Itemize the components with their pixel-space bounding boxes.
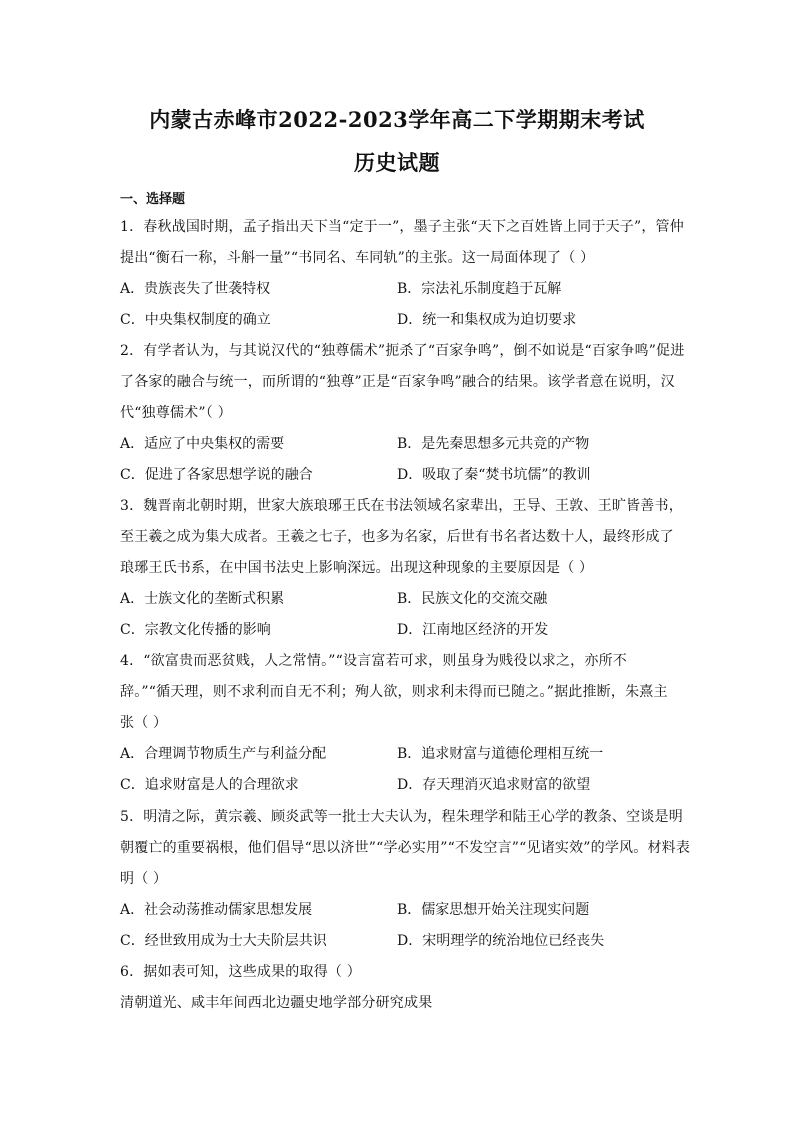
question-3-line-1: 3．魏晋南北朝时期，世家大族琅琊王氏在书法领域名家辈出，王导、王敦、王旷皆善书， (120, 498, 683, 514)
page-subtitle: 历史试题 (354, 150, 440, 175)
table-caption: 清朝道光、咸丰年间西北边疆史地学部分研究成果 (120, 995, 433, 1011)
question-2-option-d: D．吸取了秦“焚书坑儒”的教训 (397, 467, 591, 483)
question-5-option-a: A．社会动荡推动儒家思想发展 (120, 902, 313, 918)
question-3-line-3: 琅琊王氏书系，在中国书法史上影响深远。出现这种现象的主要原因是（ ） (120, 560, 594, 576)
question-5-line-2: 朝覆亡的重要祸根，他们倡导“思以济世”“学必实用”“不发空言”“见诸实效”的学风。材料表 (120, 840, 691, 856)
question-4-line-1: 4．“欲富贵而恶贫贱，人之常情。”“设言富若可求，则虽身为贱役以求之，亦所不 (120, 653, 627, 669)
question-3-line-2: 至王羲之成为集大成者。王羲之七子，也多为名家，后世有书名者达数十人，最终形成了 (120, 529, 674, 545)
page-title: 内蒙古赤峰市2022-2023学年高二下学期期末考试 (149, 107, 645, 132)
question-4-line-3: 张（ ） (120, 715, 168, 731)
question-4-option-a: A．合理调节物质生产与利益分配 (120, 746, 327, 762)
question-5-line-3: 明（ ） (120, 871, 168, 887)
question-4-line-2: 辞。”“循天理，则不求利而自无不利；殉人欲，则求利未得而已随之。”据此推断，朱熹主 (120, 684, 668, 700)
question-2-option-b: B．是先秦思想多元共竞的产物 (397, 436, 590, 452)
question-1-option-a: A．贵族丧失了世袭特权 (120, 281, 271, 297)
question-5-option-c: C．经世致用成为士大夫阶层共识 (120, 933, 327, 949)
question-2-option-a: A．适应了中央集权的需要 (120, 436, 285, 452)
section-label: 一、选择题 (120, 192, 186, 207)
question-1-line-2: 提出“衡石一称，斗斛一量”“书同名、车同轨”的主张。这一局面体现了（ ） (120, 250, 595, 266)
question-6-line-1: 6．据如表可知，这些成果的取得（ ） (120, 964, 361, 980)
question-1-option-d: D．统一和集权成为迫切要求 (397, 312, 577, 328)
question-1-option-b: B．宗法礼乐制度趋于瓦解 (397, 281, 562, 297)
question-3-option-d: D．江南地区经济的开发 (397, 622, 549, 638)
question-5-option-b: B．儒家思想开始关注现实问题 (397, 902, 590, 918)
question-2-line-3: 代“独尊儒术”（ ） (120, 405, 232, 421)
question-2-option-c: C．促进了各家思想学说的融合 (120, 467, 313, 483)
question-4-option-c: C．追求财富是人的合理欲求 (120, 777, 299, 793)
question-5-option-d: D．宋明理学的统治地位已经丧失 (397, 933, 605, 949)
question-1-option-c: C．中央集权制度的确立 (120, 312, 271, 328)
question-2-line-1: 2．有学者认为，与其说汉代的“独尊儒术”扼杀了“百家争鸣”，倒不如说是“百家争鸣”促进 (120, 343, 685, 359)
question-4-option-d: D．存天理消灭追求财富的欲望 (397, 777, 591, 793)
question-3-option-b: B．民族文化的交流交融 (397, 591, 548, 607)
question-3-option-a: A．士族文化的垄断式积累 (120, 591, 285, 607)
question-4-option-b: B．追求财富与道德伦理相互统一 (397, 746, 604, 762)
question-3-option-c: C．宗教文化传播的影响 (120, 622, 271, 638)
question-5-line-1: 5．明清之际，黄宗羲、顾炎武等一批士大夫认为，程朱理学和陆王心学的教条、空谈是明 (120, 809, 683, 825)
question-1-line-1: 1．春秋战国时期，孟子指出天下当“定于一”，墨子主张“天下之百姓皆上同于天子”，管仲 (120, 219, 684, 235)
question-2-line-2: 了各家的融合与统一，而所谓的“独尊”正是“百家争鸣”融合的结果。该学者意在说明，汉 (120, 374, 675, 390)
